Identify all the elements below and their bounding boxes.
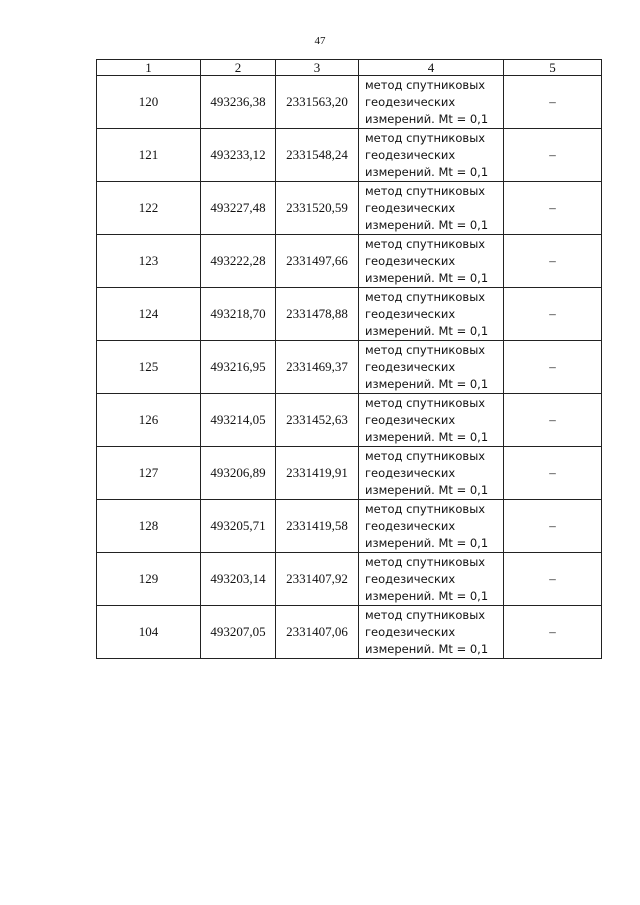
x-coordinate-cell: 493222,28: [201, 235, 276, 288]
method-line: геодезических: [365, 465, 456, 480]
x-coordinate-cell: 493203,14: [201, 553, 276, 606]
method-cell: [359, 447, 504, 500]
point-number-cell: 129: [97, 553, 201, 606]
method-line: метод спутниковых: [365, 130, 486, 145]
x-coordinate-cell: 493236,38: [201, 76, 276, 129]
point-number-cell: 104: [97, 606, 201, 659]
method-line: геодезических: [365, 412, 456, 427]
table-row: [97, 288, 602, 341]
method-line: метод спутниковых: [365, 342, 486, 357]
point-number-cell: 126: [97, 394, 201, 447]
method-line: геодезических: [365, 518, 456, 533]
x-coordinate-cell: 493233,12: [201, 129, 276, 182]
method-cell: [359, 182, 504, 235]
method-line: геодезических: [365, 624, 456, 639]
method-line: геодезических: [365, 200, 456, 215]
method-line: метод спутниковых: [365, 289, 486, 304]
x-coordinate-cell: 493218,70: [201, 288, 276, 341]
x-coordinate-cell: 493205,71: [201, 500, 276, 553]
table-row: [97, 394, 602, 447]
y-coordinate-cell: 2331407,92: [276, 553, 359, 606]
method-line: измерений. Mt = 0,1: [365, 641, 489, 656]
method-line: геодезических: [365, 147, 456, 162]
method-cell: [359, 235, 504, 288]
method-line: измерений. Mt = 0,1: [365, 270, 489, 285]
method-line: геодезических: [365, 253, 456, 268]
header-cell-3: 3: [276, 60, 359, 76]
y-coordinate-cell: 2331469,37: [276, 341, 359, 394]
method-line: измерений. Mt = 0,1: [365, 217, 489, 232]
table-row: [97, 341, 602, 394]
point-number-cell: 123: [97, 235, 201, 288]
header-cell-1: 1: [97, 60, 201, 76]
y-coordinate-cell: 2331478,88: [276, 288, 359, 341]
method-line: измерений. Mt = 0,1: [365, 429, 489, 444]
point-number-cell: 120: [97, 76, 201, 129]
y-coordinate-cell: 2331419,58: [276, 500, 359, 553]
method-line: метод спутниковых: [365, 554, 486, 569]
method-cell: [359, 76, 504, 129]
point-number-cell: 127: [97, 447, 201, 500]
y-coordinate-cell: 2331452,63: [276, 394, 359, 447]
note-cell: –: [504, 500, 602, 553]
table-body: [97, 76, 602, 659]
y-coordinate-cell: 2331497,66: [276, 235, 359, 288]
method-line: измерений. Mt = 0,1: [365, 535, 489, 550]
method-line: метод спутниковых: [365, 501, 486, 516]
table-row: [97, 129, 602, 182]
point-number-cell: 124: [97, 288, 201, 341]
y-coordinate-cell: 2331419,91: [276, 447, 359, 500]
point-number-cell: 121: [97, 129, 201, 182]
note-cell: –: [504, 553, 602, 606]
point-number-cell: 122: [97, 182, 201, 235]
method-line: измерений. Mt = 0,1: [365, 482, 489, 497]
header-cell-5: 5: [504, 60, 602, 76]
note-cell: –: [504, 235, 602, 288]
y-coordinate-cell: 2331563,20: [276, 76, 359, 129]
point-number-cell: 125: [97, 341, 201, 394]
method-line: геодезических: [365, 306, 456, 321]
table-row: [97, 553, 602, 606]
table-row: [97, 447, 602, 500]
method-line: метод спутниковых: [365, 448, 486, 463]
method-line: измерений. Mt = 0,1: [365, 111, 489, 126]
method-cell: [359, 606, 504, 659]
method-line: измерений. Mt = 0,1: [365, 376, 489, 391]
header-cell-2: 2: [201, 60, 276, 76]
x-coordinate-cell: 493207,05: [201, 606, 276, 659]
method-line: метод спутниковых: [365, 395, 486, 410]
table-header-row: [97, 60, 602, 76]
note-cell: –: [504, 182, 602, 235]
table-row: [97, 606, 602, 659]
method-cell: [359, 553, 504, 606]
y-coordinate-cell: 2331407,06: [276, 606, 359, 659]
method-line: геодезических: [365, 571, 456, 586]
method-line: метод спутниковых: [365, 236, 486, 251]
method-line: измерений. Mt = 0,1: [365, 588, 489, 603]
method-line: геодезических: [365, 359, 456, 374]
x-coordinate-cell: 493216,95: [201, 341, 276, 394]
table-row: [97, 235, 602, 288]
note-cell: –: [504, 447, 602, 500]
note-cell: –: [504, 394, 602, 447]
y-coordinate-cell: 2331520,59: [276, 182, 359, 235]
note-cell: –: [504, 76, 602, 129]
page-number: 47: [314, 35, 326, 47]
method-line: измерений. Mt = 0,1: [365, 323, 489, 338]
x-coordinate-cell: 493206,89: [201, 447, 276, 500]
x-coordinate-cell: 493214,05: [201, 394, 276, 447]
method-cell: [359, 394, 504, 447]
header-cell-4: 4: [359, 60, 504, 76]
y-coordinate-cell: 2331548,24: [276, 129, 359, 182]
method-line: измерений. Mt = 0,1: [365, 164, 489, 179]
point-number-cell: 128: [97, 500, 201, 553]
note-cell: –: [504, 288, 602, 341]
note-cell: –: [504, 341, 602, 394]
x-coordinate-cell: 493227,48: [201, 182, 276, 235]
table-row: [97, 76, 602, 129]
method-line: метод спутниковых: [365, 183, 486, 198]
method-line: геодезических: [365, 94, 456, 109]
method-line: метод спутниковых: [365, 77, 486, 92]
method-line: метод спутниковых: [365, 607, 486, 622]
table-row: [97, 182, 602, 235]
coordinates-table: [96, 59, 602, 659]
method-cell: [359, 500, 504, 553]
note-cell: –: [504, 129, 602, 182]
method-cell: [359, 129, 504, 182]
note-cell: –: [504, 606, 602, 659]
method-cell: [359, 341, 504, 394]
table-row: [97, 500, 602, 553]
method-cell: [359, 288, 504, 341]
